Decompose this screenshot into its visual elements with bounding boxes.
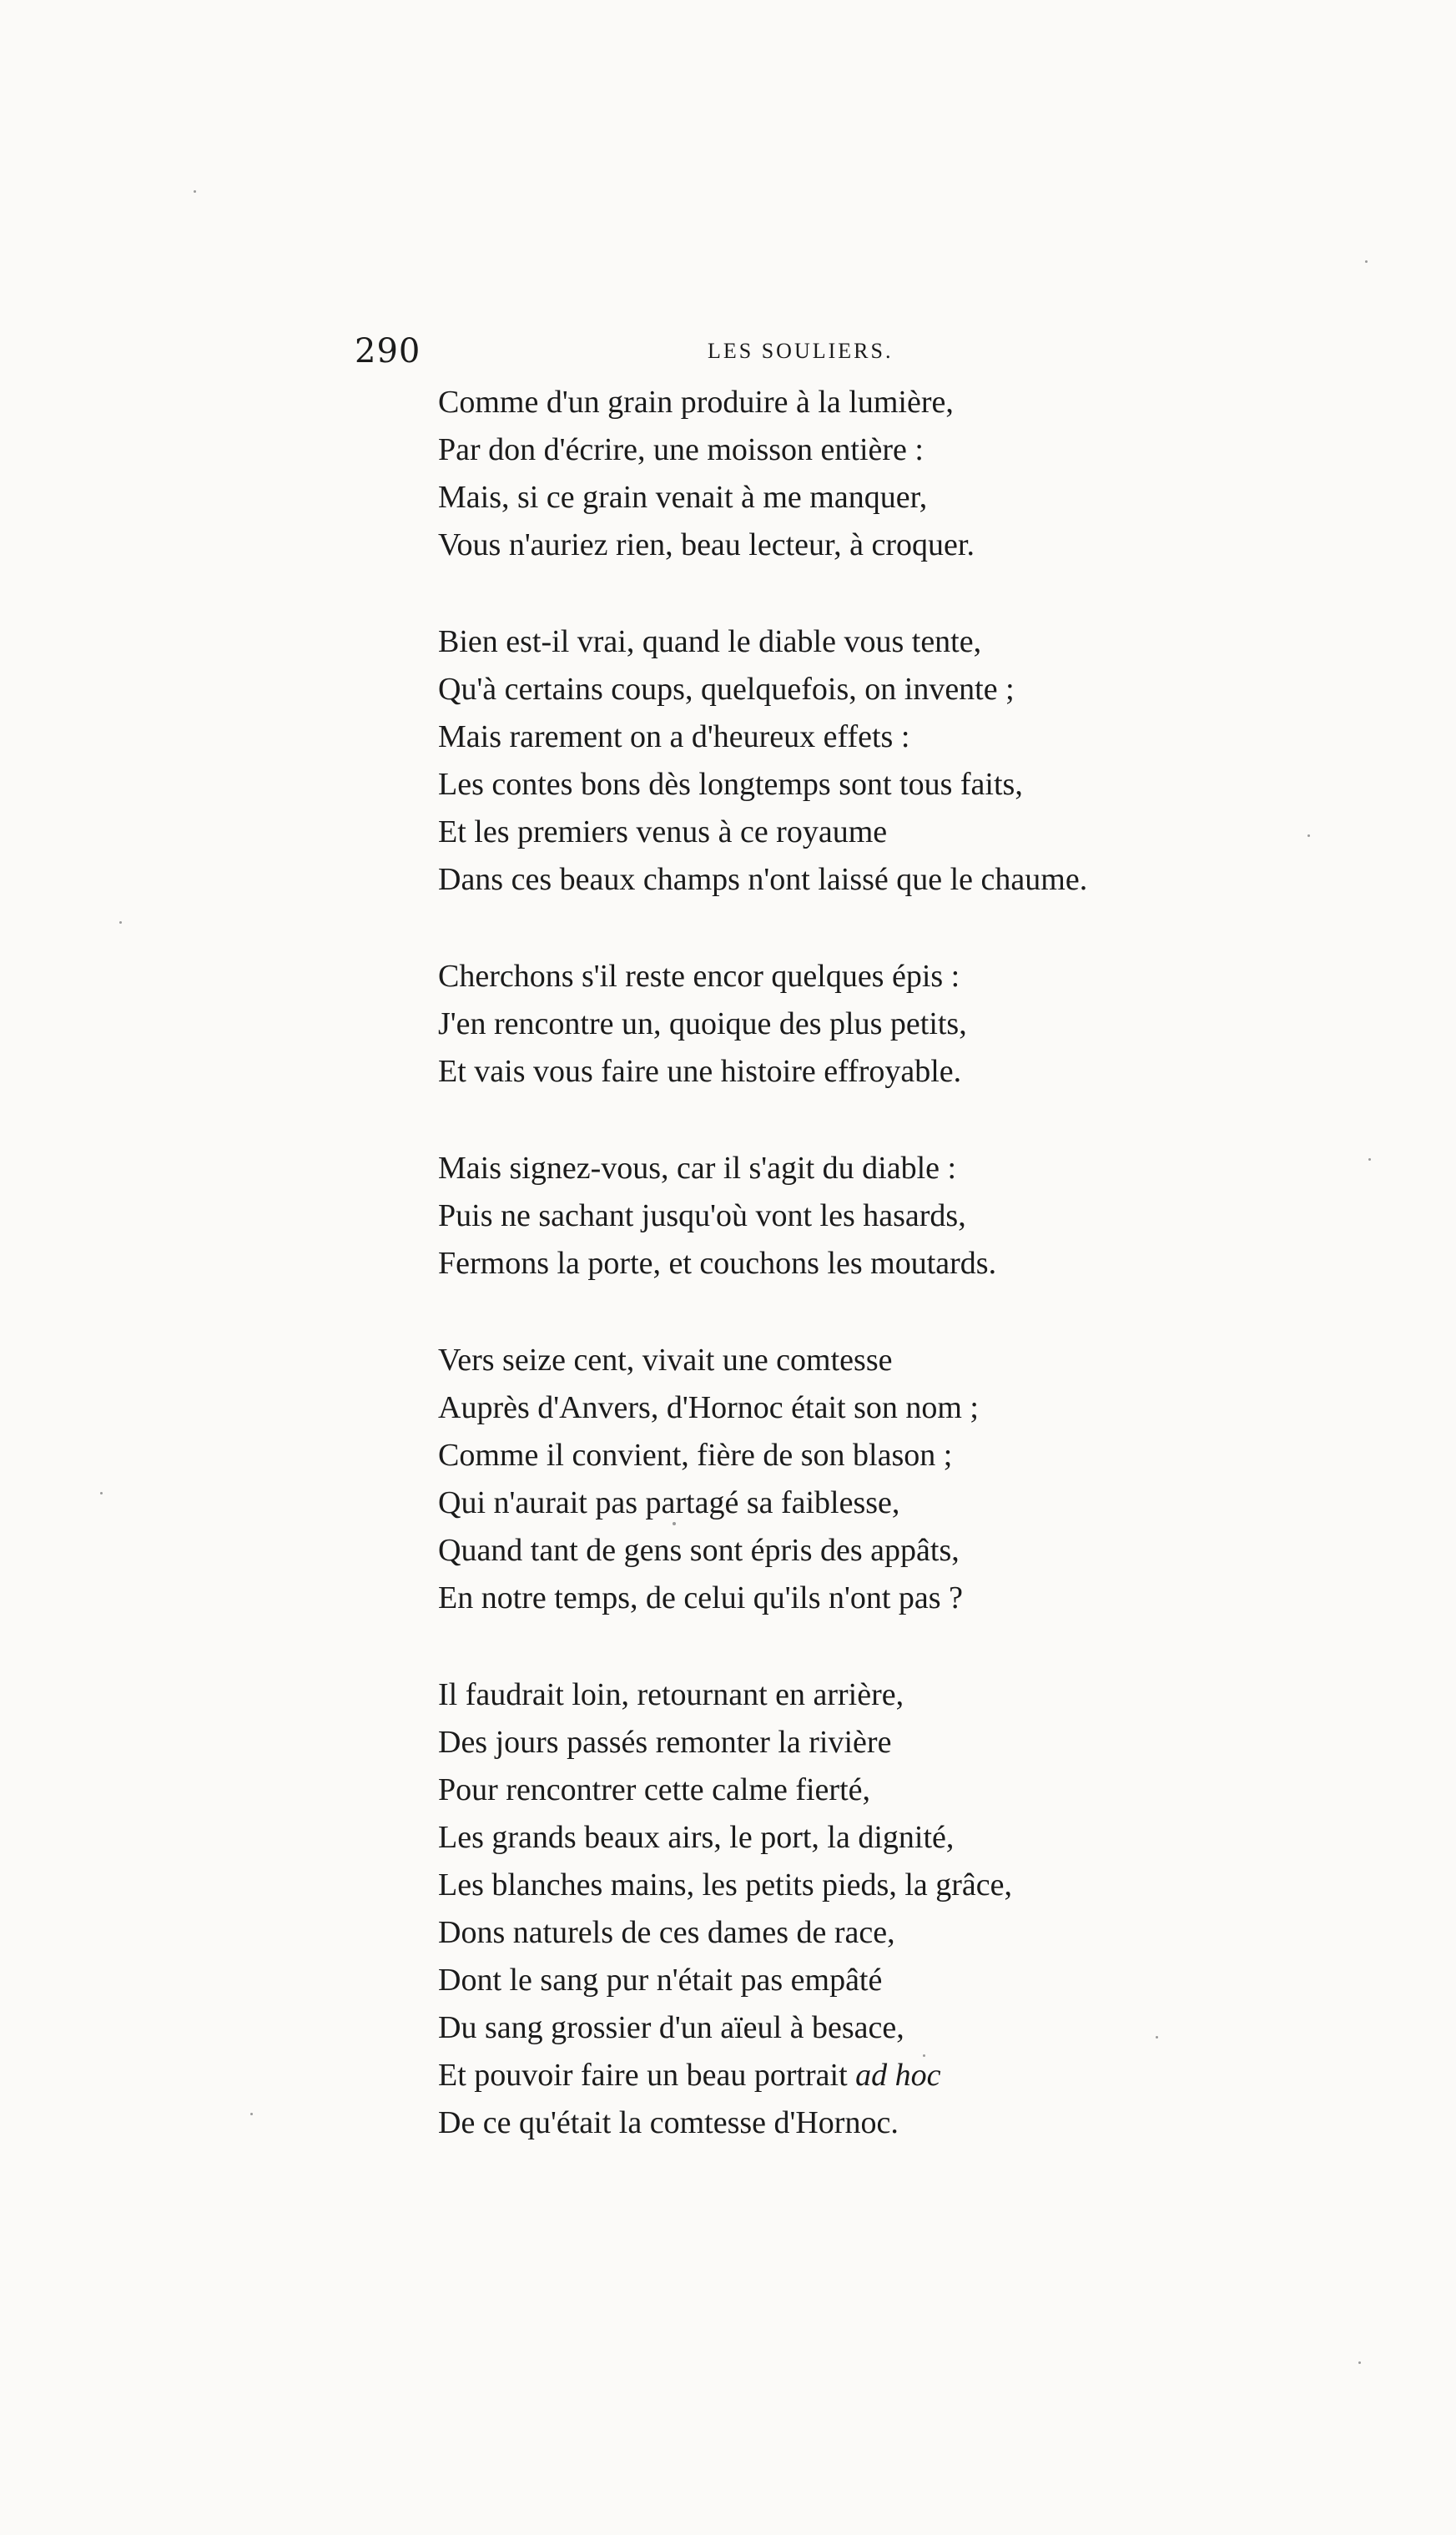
- paper-speck: [250, 2113, 253, 2115]
- verse-line: Dont le sang pur n'était pas empâté: [438, 1963, 883, 1998]
- paper-speck: [1358, 2361, 1361, 2364]
- paper-speck: [1365, 260, 1368, 263]
- verse-line: Pour rencontrer cette calme fierté,: [438, 1772, 870, 1807]
- stanza-1: [438, 379, 1373, 569]
- verse-line: Et les premiers venus à ce royaume: [438, 814, 888, 849]
- stanza-3: [438, 953, 1373, 1096]
- verse-line: Puis ne sachant jusqu'où vont les hasards,: [438, 1198, 966, 1233]
- paper-speck: [194, 190, 196, 193]
- paper-speck: [1156, 2036, 1158, 2039]
- page-number: 290: [355, 332, 421, 370]
- verse-line: Comme d'un grain produire à la lumière,: [438, 385, 954, 420]
- verse-line: Dans ces beaux champs n'ont laissé que le chaume.: [438, 862, 1088, 897]
- paper-speck: [100, 1492, 103, 1494]
- verse-line: Qu'à certains coups, quelquefois, on invente ;: [438, 672, 1015, 707]
- verse-line: Il faudrait loin, retournant en arrière,: [438, 1677, 904, 1712]
- verse-line: Quand tant de gens sont épris des appâts,: [438, 1533, 960, 1568]
- verse-line: Fermons la porte, et couchons les moutards.: [438, 1246, 997, 1281]
- verse-line: Et pouvoir faire un beau portrait ad hoc: [438, 2058, 941, 2093]
- verse-line: Du sang grossier d'un aïeul à besace,: [438, 2010, 904, 2045]
- verse-line: Qui n'aurait pas partagé sa faiblesse,: [438, 1485, 900, 1520]
- stanza-4: [438, 1145, 1373, 1288]
- verse-line: Par don d'écrire, une moisson entière :: [438, 432, 924, 467]
- verse-line: Cherchons s'il reste encor quelques épis :: [438, 959, 960, 994]
- verse-line: Les blanches mains, les petits pieds, la grâce,: [438, 1867, 1013, 1903]
- stanza-6: [438, 1671, 1373, 2147]
- verse-line: Bien est-il vrai, quand le diable vous tente,: [438, 624, 982, 659]
- verse-line: Mais, si ce grain venait à me manquer,: [438, 480, 928, 515]
- paper-speck: [119, 921, 122, 924]
- paper-speck: [673, 1522, 676, 1525]
- stanza-2: [438, 618, 1373, 904]
- verse-line: Vers seize cent, vivait une comtesse: [438, 1343, 893, 1378]
- verse-line: Comme il convient, fière de son blason ;: [438, 1438, 953, 1473]
- verse-line: Mais signez-vous, car il s'agit du diable :: [438, 1151, 957, 1186]
- verse-line: De ce qu'était la comtesse d'Hornoc.: [438, 2105, 899, 2140]
- verse-line: En notre temps, de celui qu'ils n'ont pas ?: [438, 1580, 963, 1615]
- verse-line: Les contes bons dès longtemps sont tous faits,: [438, 767, 1023, 802]
- paper-speck: [923, 2054, 925, 2057]
- verse-line: Mais rarement on a d'heureux effets :: [438, 719, 910, 754]
- verse-line: J'en rencontre un, quoique des plus petits,: [438, 1006, 967, 1041]
- italic-phrase: ad hoc: [855, 2058, 941, 2093]
- verse-line: Des jours passés remonter la rivière: [438, 1725, 892, 1760]
- verse-line: Dons naturels de ces dames de race,: [438, 1915, 895, 1950]
- poem-body: [438, 379, 1373, 2196]
- verse-line: Vous n'auriez rien, beau lecteur, à croquer.: [438, 527, 975, 562]
- verse-line: Les grands beaux airs, le port, la dignité,: [438, 1820, 955, 1855]
- paper-speck: [1368, 1158, 1371, 1161]
- paper-speck: [1307, 834, 1310, 837]
- running-title: LES SOULIERS.: [708, 339, 894, 363]
- verse-line: Auprès d'Anvers, d'Hornoc était son nom ;: [438, 1390, 979, 1425]
- verse-line: Et vais vous faire une histoire effroyable.: [438, 1054, 962, 1089]
- stanza-5: [438, 1337, 1373, 1622]
